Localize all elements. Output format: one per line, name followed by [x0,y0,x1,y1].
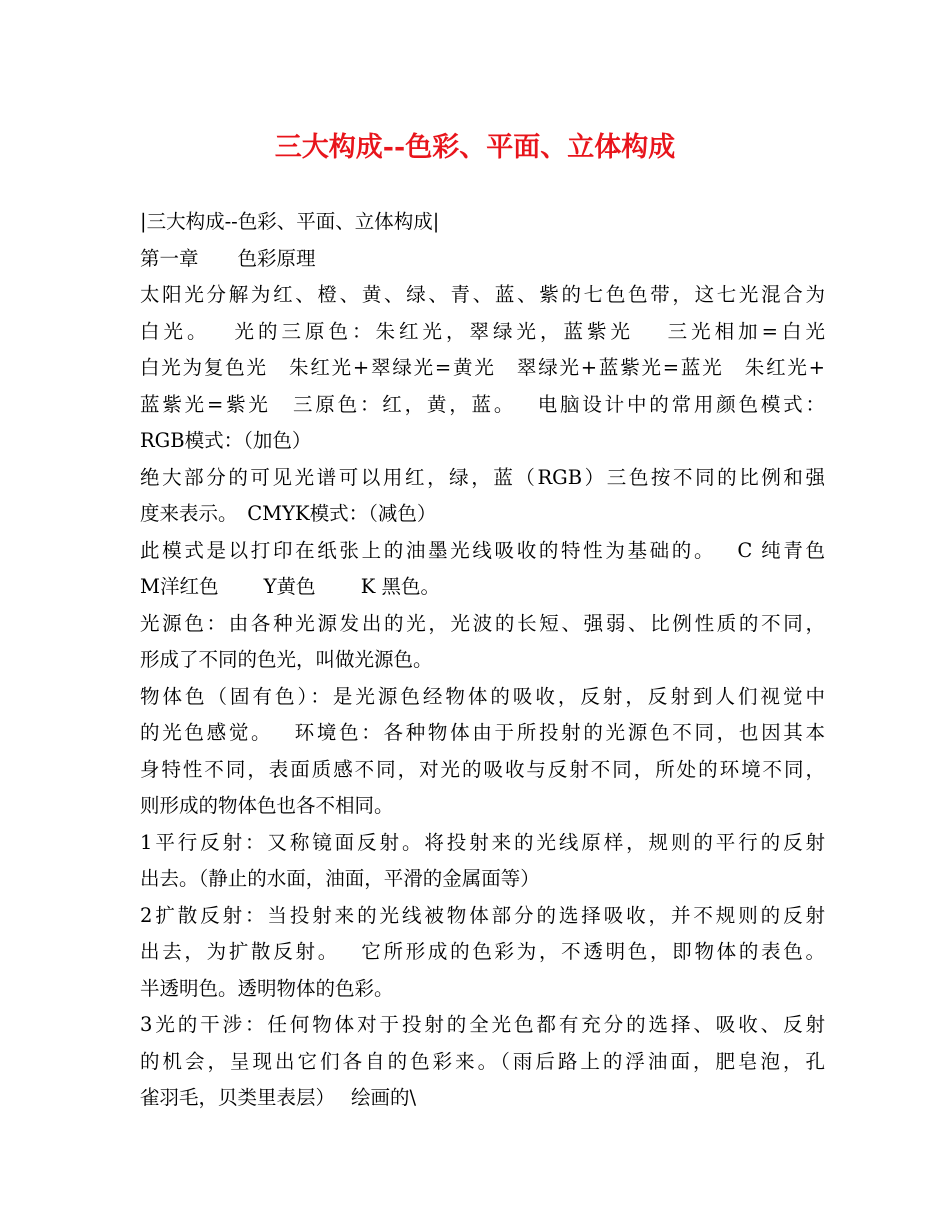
body-line: |三大构成--色彩、平面、立体构成| [140,210,440,233]
chapter-heading: 第一章 色彩原理 [140,246,316,270]
body-line: 物体色（固有色）：是光源色经物体的吸收，反射，反射到人们视觉中 [140,684,825,708]
body-line: M洋红色 Y黄色 K 黑色。 [140,575,441,598]
body-line: 蓝紫光=紫光 三原色：红，黄，蓝。 电脑设计中的常用颜色模式： [140,392,825,416]
body-line: 出去。（静止的水面，油面，平滑的金属面等） [140,867,540,890]
body-line: 白光为复色光 朱红光+翠绿光=黄光 翠绿光+蓝紫光=蓝光 朱红光+ [140,356,825,379]
body-line: 雀羽毛，贝类里表层） 绘画的\ [140,1086,417,1109]
body-line: 绝大部分的可见光谱可以用红，绿，蓝（RGB）三色按不同的比例和强 [140,465,825,489]
body-line: 太阳光分解为红、橙、黄、绿、青、蓝、紫的七色色带，这七光混合为 [140,283,825,306]
document-body [140,204,825,1117]
body-line: 半透明色。透明物体的色彩。 [140,976,394,1000]
body-line: 1平行反射：又称镜面反射。将投射来的光线原样，规则的平行的反射 [140,830,825,854]
body-line: 光源色：由各种光源发出的光，光波的长短、强弱、比例性质的不同， [140,611,825,635]
body-line: 的机会，呈现出它们各自的色彩来。（雨后路上的浮油面，肥皂泡，孔 [140,1049,825,1073]
body-line: 此模式是以打印在纸张上的油墨光线吸收的特性为基础的。 C 纯青色 [140,538,825,562]
body-line: 则形成的物体色也各不相同。 [140,794,394,817]
body-line: 白光。 光的三原色：朱红光，翠绿光，蓝紫光 三光相加=白光 [140,319,825,343]
document-title: 三大构成--色彩、平面、立体构成 [274,132,676,163]
body-line: 2扩散反射：当投射来的光线被物体部分的选择吸收，并不规则的反射 [140,903,825,927]
body-line: 的光色感觉。 环境色：各种物体由于所投射的光源色不同，也因其本 [140,721,825,744]
body-line: 形成了不同的色光，叫做光源色。 [140,648,433,671]
body-line: 出去，为扩散反射。 它所形成的色彩为，不透明色，即物体的表色。 [140,940,825,963]
body-line: 度来表示。 CMYK模式：（减色） [140,502,437,525]
body-line: 身特性不同，表面质感不同，对光的吸收与反射不同，所处的环境不同， [140,757,825,781]
body-line: RGB模式：（加色） [140,429,312,452]
body-line: 3光的干涉：任何物体对于投射的全光色都有充分的选择、吸收、反射 [140,1013,825,1036]
